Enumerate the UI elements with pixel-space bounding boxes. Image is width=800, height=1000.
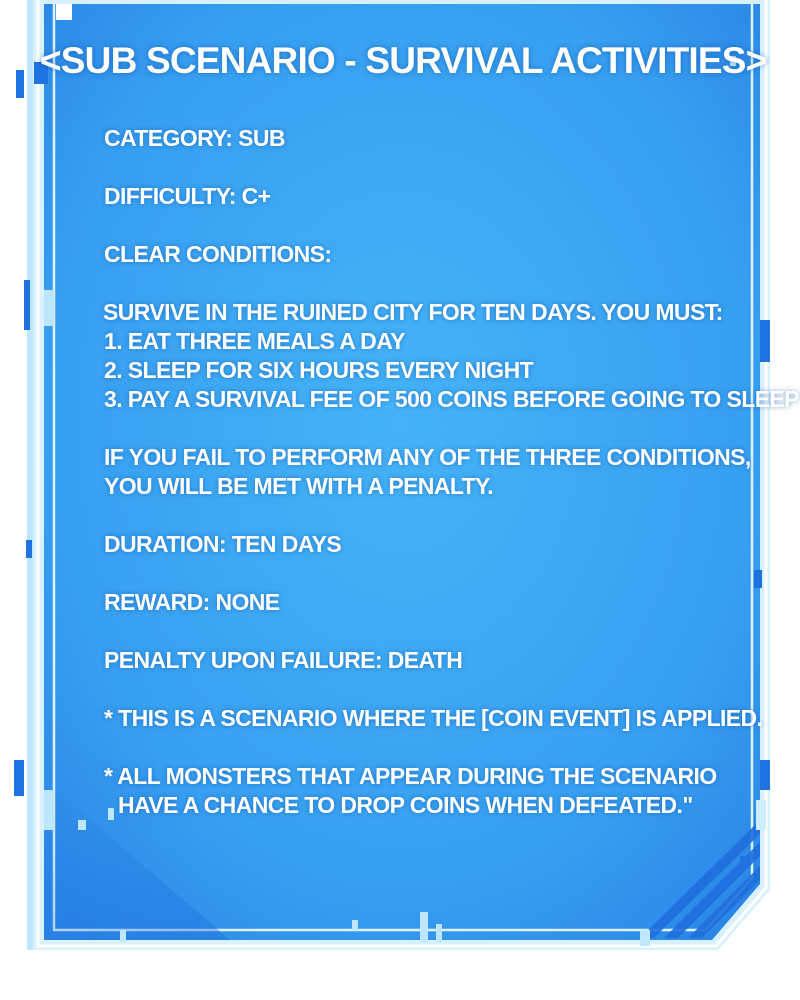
condition-item: 1. EAT THREE MEALS A DAY — [104, 328, 405, 354]
penalty-line: PENALTY UPON FAILURE: DEATH — [104, 647, 463, 673]
scenario-title: <SUB SCENARIO - SURVIVAL ACTIVITIES> — [40, 40, 767, 81]
clear-conditions-heading: CLEAR CONDITIONS: — [104, 241, 332, 267]
category-line: CATEGORY: SUB — [104, 125, 285, 151]
coin-event-note: * THIS IS A SCENARIO WHERE THE [COIN EVENT] IS APPLIED. — [104, 705, 763, 731]
condition-item: 3. PAY A SURVIVAL FEE OF 500 COINS BEFORE GOING TO SLEEP — [104, 386, 799, 412]
fail-warning-line: IF YOU FAIL TO PERFORM ANY OF THE THREE CONDITIONS, — [104, 444, 751, 470]
survive-intro-line: SURVIVE IN THE RUINED CITY FOR TEN DAYS. YOU MUST: — [103, 299, 723, 325]
difficulty-line: DIFFICULTY: C+ — [104, 183, 271, 209]
scenario-details — [103, 124, 799, 820]
monsters-note-line: HAVE A CHANCE TO DROP COINS WHEN DEFEATED." — [118, 792, 693, 818]
condition-item: 2. SLEEP FOR SIX HOURS EVERY NIGHT — [104, 357, 534, 383]
monsters-note-line: * ALL MONSTERS THAT APPEAR DURING THE SCENARIO — [104, 763, 717, 789]
reward-line: REWARD: NONE — [104, 589, 280, 615]
fail-warning-line: YOU WILL BE MET WITH A PENALTY. — [104, 473, 493, 499]
duration-line: DURATION: TEN DAYS — [104, 531, 342, 557]
